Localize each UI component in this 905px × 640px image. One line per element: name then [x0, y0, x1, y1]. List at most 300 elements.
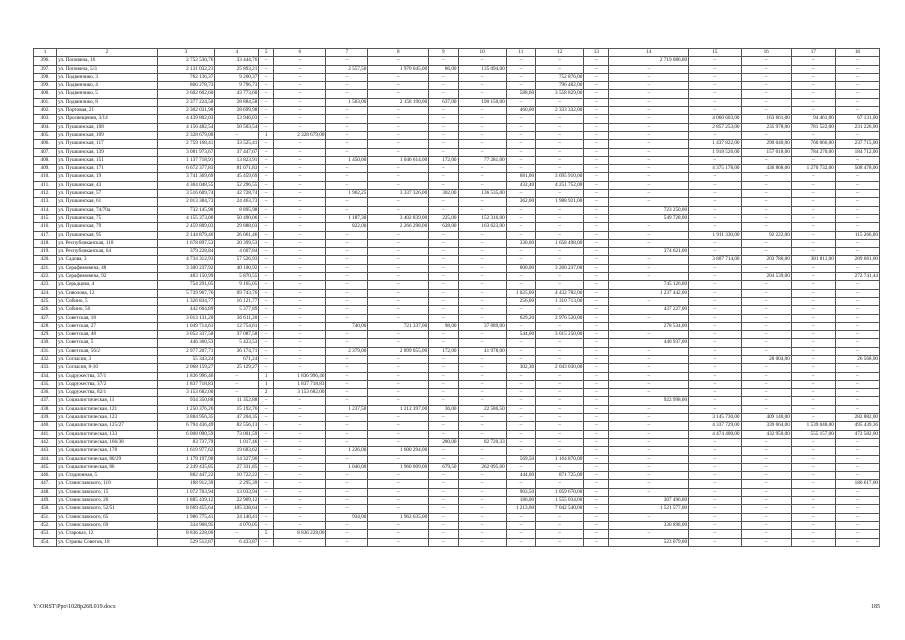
table-cell: – [326, 314, 368, 322]
table-cell: 784 270,00 [791, 148, 835, 156]
table-cell: 588,60 [506, 90, 535, 98]
table-cell: 1 017,46 [215, 438, 259, 446]
table-cell: – [536, 521, 584, 529]
table-cell: 362,00 [506, 198, 535, 206]
table-cell: – [536, 538, 584, 546]
table-cell: ул. Социалистическая, 11 [57, 397, 158, 405]
table-cell: – [259, 289, 274, 297]
table-cell: 28 884,58 [215, 98, 259, 106]
table-cell: 555 157,00 [791, 430, 835, 438]
table-cell: – [609, 65, 689, 73]
table-cell: – [326, 339, 368, 347]
table-cell: 77 281,00 [458, 156, 506, 164]
table-cell: – [835, 65, 879, 73]
table-cell: – [741, 438, 791, 446]
table-cell: 1 986 775,41 [157, 513, 215, 521]
table-cell: 190 150,00 [458, 98, 506, 106]
table-cell: ул. Социалистическая, 125/27 [57, 422, 158, 430]
table-cell: – [536, 339, 584, 347]
column-header: 13 [584, 49, 609, 57]
table-row [34, 297, 880, 305]
table-cell: 430. [34, 339, 57, 347]
table-cell: – [835, 90, 879, 98]
table-cell: – [536, 405, 584, 413]
table-cell: ул. Социалистическая, 133 [57, 430, 158, 438]
table-cell: 26 061,46 [215, 231, 259, 239]
table-cell: 435. [34, 380, 57, 388]
table-cell: 2 043 030,00 [536, 364, 584, 372]
table-cell: – [741, 206, 791, 214]
table-cell: – [741, 281, 791, 289]
table-cell: – [368, 488, 429, 496]
table-cell: – [259, 414, 274, 422]
table-cell: 8 895,98 [215, 206, 259, 214]
table-cell: – [259, 497, 274, 505]
table-cell: – [741, 198, 791, 206]
table-cell: – [791, 248, 835, 256]
table-cell: 414. [34, 206, 57, 214]
table-cell: 172,00 [429, 347, 458, 355]
table-cell: 781 522,00 [791, 123, 835, 131]
table-cell: – [429, 538, 458, 546]
table-cell: – [506, 256, 535, 264]
table-cell: 172,00 [429, 156, 458, 164]
table-cell: 186,00 [506, 497, 535, 505]
table-cell: 381 811,00 [791, 256, 835, 264]
table-cell: 262 095,00 [458, 463, 506, 471]
table-cell: – [609, 414, 689, 422]
table-cell: – [506, 513, 535, 521]
table-cell: – [259, 488, 274, 496]
table-cell: – [326, 273, 368, 281]
table-cell: 36 174,71 [215, 347, 259, 355]
table-cell: 3 337 326,00 [368, 190, 429, 198]
table-cell: – [326, 231, 368, 239]
table-cell: – [741, 380, 791, 388]
table-cell: 1 539 048,00 [791, 422, 835, 430]
table-cell: 451. [34, 513, 57, 521]
table-row [34, 397, 880, 405]
table-cell: – [584, 505, 609, 513]
table-cell: ул. Серафимовича, 48 [57, 264, 158, 272]
table-cell: 2 719 086,00 [609, 57, 689, 65]
table-cell: – [458, 198, 506, 206]
table-cell: 418. [34, 239, 57, 247]
table-cell: – [458, 530, 506, 538]
table-cell: 426. [34, 306, 57, 314]
table-cell: – [368, 248, 429, 256]
table-cell: – [835, 380, 879, 388]
table-row [34, 140, 880, 148]
table-cell: – [584, 123, 609, 131]
table-cell: 442. [34, 438, 57, 446]
table-cell: – [368, 355, 429, 363]
table-cell: – [609, 472, 689, 480]
table-cell: – [458, 331, 506, 339]
table-cell: – [506, 438, 535, 446]
table-row [34, 173, 880, 181]
table-cell: 431. [34, 347, 57, 355]
table-cell: – [835, 488, 879, 496]
table-row [34, 231, 880, 239]
table-cell: – [689, 364, 741, 372]
table-cell: – [741, 314, 791, 322]
table-cell: – [689, 239, 741, 247]
table-cell: 41 978,00 [458, 347, 506, 355]
table-cell: – [584, 339, 609, 347]
table-cell: ул. Пушкинская, 171 [57, 165, 158, 173]
table-cell: – [429, 198, 458, 206]
table-cell: – [326, 239, 368, 247]
table-cell: – [791, 397, 835, 405]
table-cell: – [791, 480, 835, 488]
table-cell: ул. Республиканская, 64 [57, 248, 158, 256]
table-cell: – [791, 339, 835, 347]
table-cell: – [458, 397, 506, 405]
table-cell: ул. Просвещения, 3/14 [57, 115, 158, 123]
table-cell: – [274, 181, 326, 189]
table-cell: 4 432 782,00 [536, 289, 584, 297]
table-cell: 13 033,94 [215, 488, 259, 496]
table-cell: – [274, 57, 326, 65]
table-cell: 437. [34, 397, 57, 405]
table-cell: – [326, 397, 368, 405]
table-cell: – [458, 364, 506, 372]
table-cell: 3 884 956,35 [157, 414, 215, 422]
table-cell: – [835, 497, 879, 505]
table-cell: 272 741,44 [835, 273, 879, 281]
table-cell: 2 557,50 [326, 65, 368, 73]
table-cell: 2 144 879,46 [157, 231, 215, 239]
table-cell: – [584, 289, 609, 297]
table-cell: – [259, 339, 274, 347]
table-cell: 9 165,05 [215, 281, 259, 289]
table-cell: – [458, 447, 506, 455]
table-cell: – [368, 131, 429, 139]
table-cell: – [429, 306, 458, 314]
table-cell: – [368, 82, 429, 90]
table-cell: – [326, 538, 368, 546]
table-cell: 412. [34, 190, 57, 198]
table-cell: – [506, 73, 535, 81]
table-cell: – [536, 513, 584, 521]
table-cell: – [584, 165, 609, 173]
table-cell: 629,20 [506, 314, 535, 322]
table-cell: – [326, 181, 368, 189]
table-cell: – [689, 214, 741, 222]
table-cell: – [274, 430, 326, 438]
table-cell: – [274, 148, 326, 156]
table-cell: – [689, 289, 741, 297]
table-cell: 20 399,53 [215, 239, 259, 247]
table-cell: – [259, 297, 274, 305]
table-cell: – [609, 223, 689, 231]
column-header: 2 [57, 49, 158, 57]
table-cell: – [689, 107, 741, 115]
table-cell: – [791, 497, 835, 505]
table-cell: – [741, 455, 791, 463]
table-cell: – [791, 206, 835, 214]
table-cell: – [368, 538, 429, 546]
table-cell: – [791, 355, 835, 363]
table-cell: – [259, 231, 274, 239]
table-cell: – [429, 430, 458, 438]
table-row [34, 472, 880, 480]
table-cell: – [689, 156, 741, 164]
table-cell: – [429, 173, 458, 181]
table-cell: – [259, 322, 274, 330]
column-header: 15 [689, 49, 741, 57]
table-row [34, 422, 880, 430]
table-cell: – [835, 206, 879, 214]
table-cell: ул. Станиславского, 15 [57, 488, 158, 496]
table-cell: – [506, 405, 535, 413]
table-cell: – [835, 214, 879, 222]
table-cell: – [584, 173, 609, 181]
table-cell: 25 129,27 [215, 364, 259, 372]
table-cell: – [458, 455, 506, 463]
table-cell: – [368, 364, 429, 372]
table-cell: – [458, 430, 506, 438]
table-cell: ул. Содружества, 37/1 [57, 372, 158, 380]
table-cell: – [609, 513, 689, 521]
table-cell: – [835, 98, 879, 106]
table-cell: – [609, 405, 689, 413]
table-cell: 3 602 602,60 [157, 90, 215, 98]
table-row [34, 123, 880, 131]
table-cell: ул. Пушкинская, 75 [57, 214, 158, 222]
table-cell: – [274, 82, 326, 90]
table-cell: – [584, 347, 609, 355]
table-cell: – [791, 156, 835, 164]
table-cell: – [791, 463, 835, 471]
table-cell: – [326, 206, 368, 214]
table-cell: – [368, 198, 429, 206]
table-cell: – [689, 455, 741, 463]
table-cell: – [609, 297, 689, 305]
table-cell: 1 270 732,00 [791, 165, 835, 173]
table-cell: – [274, 223, 326, 231]
table-cell: 5 377,89 [215, 306, 259, 314]
table-cell: – [368, 165, 429, 173]
table-row [34, 430, 880, 438]
table-cell: – [259, 463, 274, 471]
table-cell: 1 [259, 131, 274, 139]
table-cell: – [259, 65, 274, 73]
table-cell: – [835, 364, 879, 372]
table-cell: – [689, 190, 741, 198]
table-cell: – [274, 322, 326, 330]
table-cell: – [536, 389, 584, 397]
table-row [34, 314, 880, 322]
table-row [34, 372, 880, 380]
table-cell: 8 836 228,00 [157, 530, 215, 538]
table-cell: 1 911 330,00 [689, 231, 741, 239]
table-cell: – [835, 463, 879, 471]
table-cell: – [458, 181, 506, 189]
table-cell: ул. Пушкинская, 43 [57, 181, 158, 189]
table-cell: – [689, 306, 741, 314]
table-cell: ул. Советская, 27 [57, 322, 158, 330]
table-cell: – [584, 297, 609, 305]
table-cell: 2 976 520,00 [536, 314, 584, 322]
table-cell: 2 377 224,58 [157, 98, 215, 106]
table-cell: – [429, 123, 458, 131]
table-cell: 24 140,41 [215, 513, 259, 521]
table-cell: 398. [34, 73, 57, 81]
table-cell: 1 250 376,26 [157, 405, 215, 413]
table-cell: – [429, 181, 458, 189]
table-cell: – [536, 214, 584, 222]
table-cell: – [326, 480, 368, 488]
table-cell: – [609, 355, 689, 363]
table-cell: – [835, 173, 879, 181]
table-cell: 2 328 679,00 [274, 131, 326, 139]
table-cell: 3 081 973,67 [157, 148, 215, 156]
table-cell: – [326, 256, 368, 264]
table-cell: 450. [34, 505, 57, 513]
table-cell: 47 204,35 [215, 414, 259, 422]
table-cell: ул. Подвинчико, 5 [57, 90, 158, 98]
table-cell: 4 156 482,54 [157, 123, 215, 131]
column-header: 7 [326, 49, 368, 57]
table-cell: – [536, 355, 584, 363]
table-cell: – [584, 314, 609, 322]
table-cell: – [274, 306, 326, 314]
table-cell: – [689, 273, 741, 281]
table-cell: – [835, 372, 879, 380]
table-cell: – [689, 497, 741, 505]
table-cell: – [791, 322, 835, 330]
table-cell: – [689, 380, 741, 388]
table-cell: – [368, 239, 429, 247]
table-cell: – [429, 239, 458, 247]
table-cell: 1 179 197,90 [157, 455, 215, 463]
table-cell: 449. [34, 497, 57, 505]
table-cell: – [689, 438, 741, 446]
table-cell: – [259, 281, 274, 289]
table-cell: – [741, 223, 791, 231]
table-cell: – [259, 422, 274, 430]
table-row [34, 389, 880, 397]
table-header-row [34, 49, 880, 57]
table-cell: 4 474 400,00 [689, 430, 741, 438]
table-cell: 290 040,00 [741, 140, 791, 148]
table-cell: 52 296,55 [215, 181, 259, 189]
table-cell: – [536, 447, 584, 455]
table-cell: 27 331,85 [215, 463, 259, 471]
table-cell: – [429, 82, 458, 90]
table-cell: ул. Страны Советов, 18 [57, 538, 158, 546]
table-cell: – [689, 98, 741, 106]
table-cell: 882 447,22 [157, 472, 215, 480]
table-cell: 732 145,98 [157, 206, 215, 214]
table-cell: 3 807 714,00 [689, 256, 741, 264]
table-cell: – [536, 156, 584, 164]
table-cell: 203 780,00 [741, 256, 791, 264]
table-cell: 752 876,00 [536, 73, 584, 81]
table-cell: – [458, 173, 506, 181]
table-cell: – [741, 239, 791, 247]
table-cell: ул. Советская, 56/2 [57, 347, 158, 355]
table-cell: – [584, 530, 609, 538]
table-cell: – [458, 239, 506, 247]
table-cell: – [259, 447, 274, 455]
table-cell: – [326, 198, 368, 206]
table-cell: 434. [34, 372, 57, 380]
table-cell: – [609, 372, 689, 380]
table-cell: – [609, 430, 689, 438]
table-cell: – [584, 422, 609, 430]
table-cell: – [368, 497, 429, 505]
table-cell: 671,24 [215, 355, 259, 363]
table-cell: – [609, 165, 689, 173]
table-cell: 1 836 996,46 [157, 372, 215, 380]
table-cell: – [259, 239, 274, 247]
table-cell: 1 212 397,00 [368, 405, 429, 413]
table-cell: – [368, 530, 429, 538]
table-row [34, 107, 880, 115]
table-cell: – [259, 214, 274, 222]
table-cell: – [429, 455, 458, 463]
table-cell: – [536, 115, 584, 123]
table-row [34, 530, 880, 538]
table-cell: 432,40 [506, 181, 535, 189]
table-row [34, 256, 880, 264]
table-cell: – [584, 306, 609, 314]
table-cell: – [368, 389, 429, 397]
table-row [34, 181, 880, 189]
table-cell: – [274, 198, 326, 206]
table-cell: – [259, 455, 274, 463]
table-cell: – [506, 521, 535, 529]
table-cell: – [741, 364, 791, 372]
table-cell: – [429, 414, 458, 422]
table-row [34, 214, 880, 222]
table-cell: – [689, 198, 741, 206]
table-cell: ул. Станиславского, 110 [57, 480, 158, 488]
table-cell: ул. Собино, 5 [57, 297, 158, 305]
table-cell: – [274, 331, 326, 339]
table-cell: 339 664,00 [741, 422, 791, 430]
table-cell: 427. [34, 314, 57, 322]
table-cell: – [368, 306, 429, 314]
table-cell: – [609, 389, 689, 397]
table-cell: – [835, 389, 879, 397]
table-cell: – [741, 98, 791, 106]
table-cell: – [835, 438, 879, 446]
table-cell: – [689, 82, 741, 90]
table-cell: – [259, 538, 274, 546]
table-cell: – [791, 65, 835, 73]
table-row [34, 505, 880, 513]
table-cell: – [584, 497, 609, 505]
table-cell: – [791, 90, 835, 98]
table-row [34, 281, 880, 289]
table-cell: – [741, 65, 791, 73]
table-cell: ул. Пушкинская, 151 [57, 156, 158, 164]
table-cell: 425. [34, 297, 57, 305]
table-cell: 2 752 530,76 [157, 57, 215, 65]
table-cell: – [326, 472, 368, 480]
table-cell: 1 072 703,94 [157, 488, 215, 496]
table-cell: 157 018,00 [741, 148, 791, 156]
table-cell: – [274, 513, 326, 521]
table-cell: ул. Станиславского, 69 [57, 521, 158, 529]
table-cell: – [429, 488, 458, 496]
table-cell: – [741, 181, 791, 189]
table-cell: – [584, 140, 609, 148]
